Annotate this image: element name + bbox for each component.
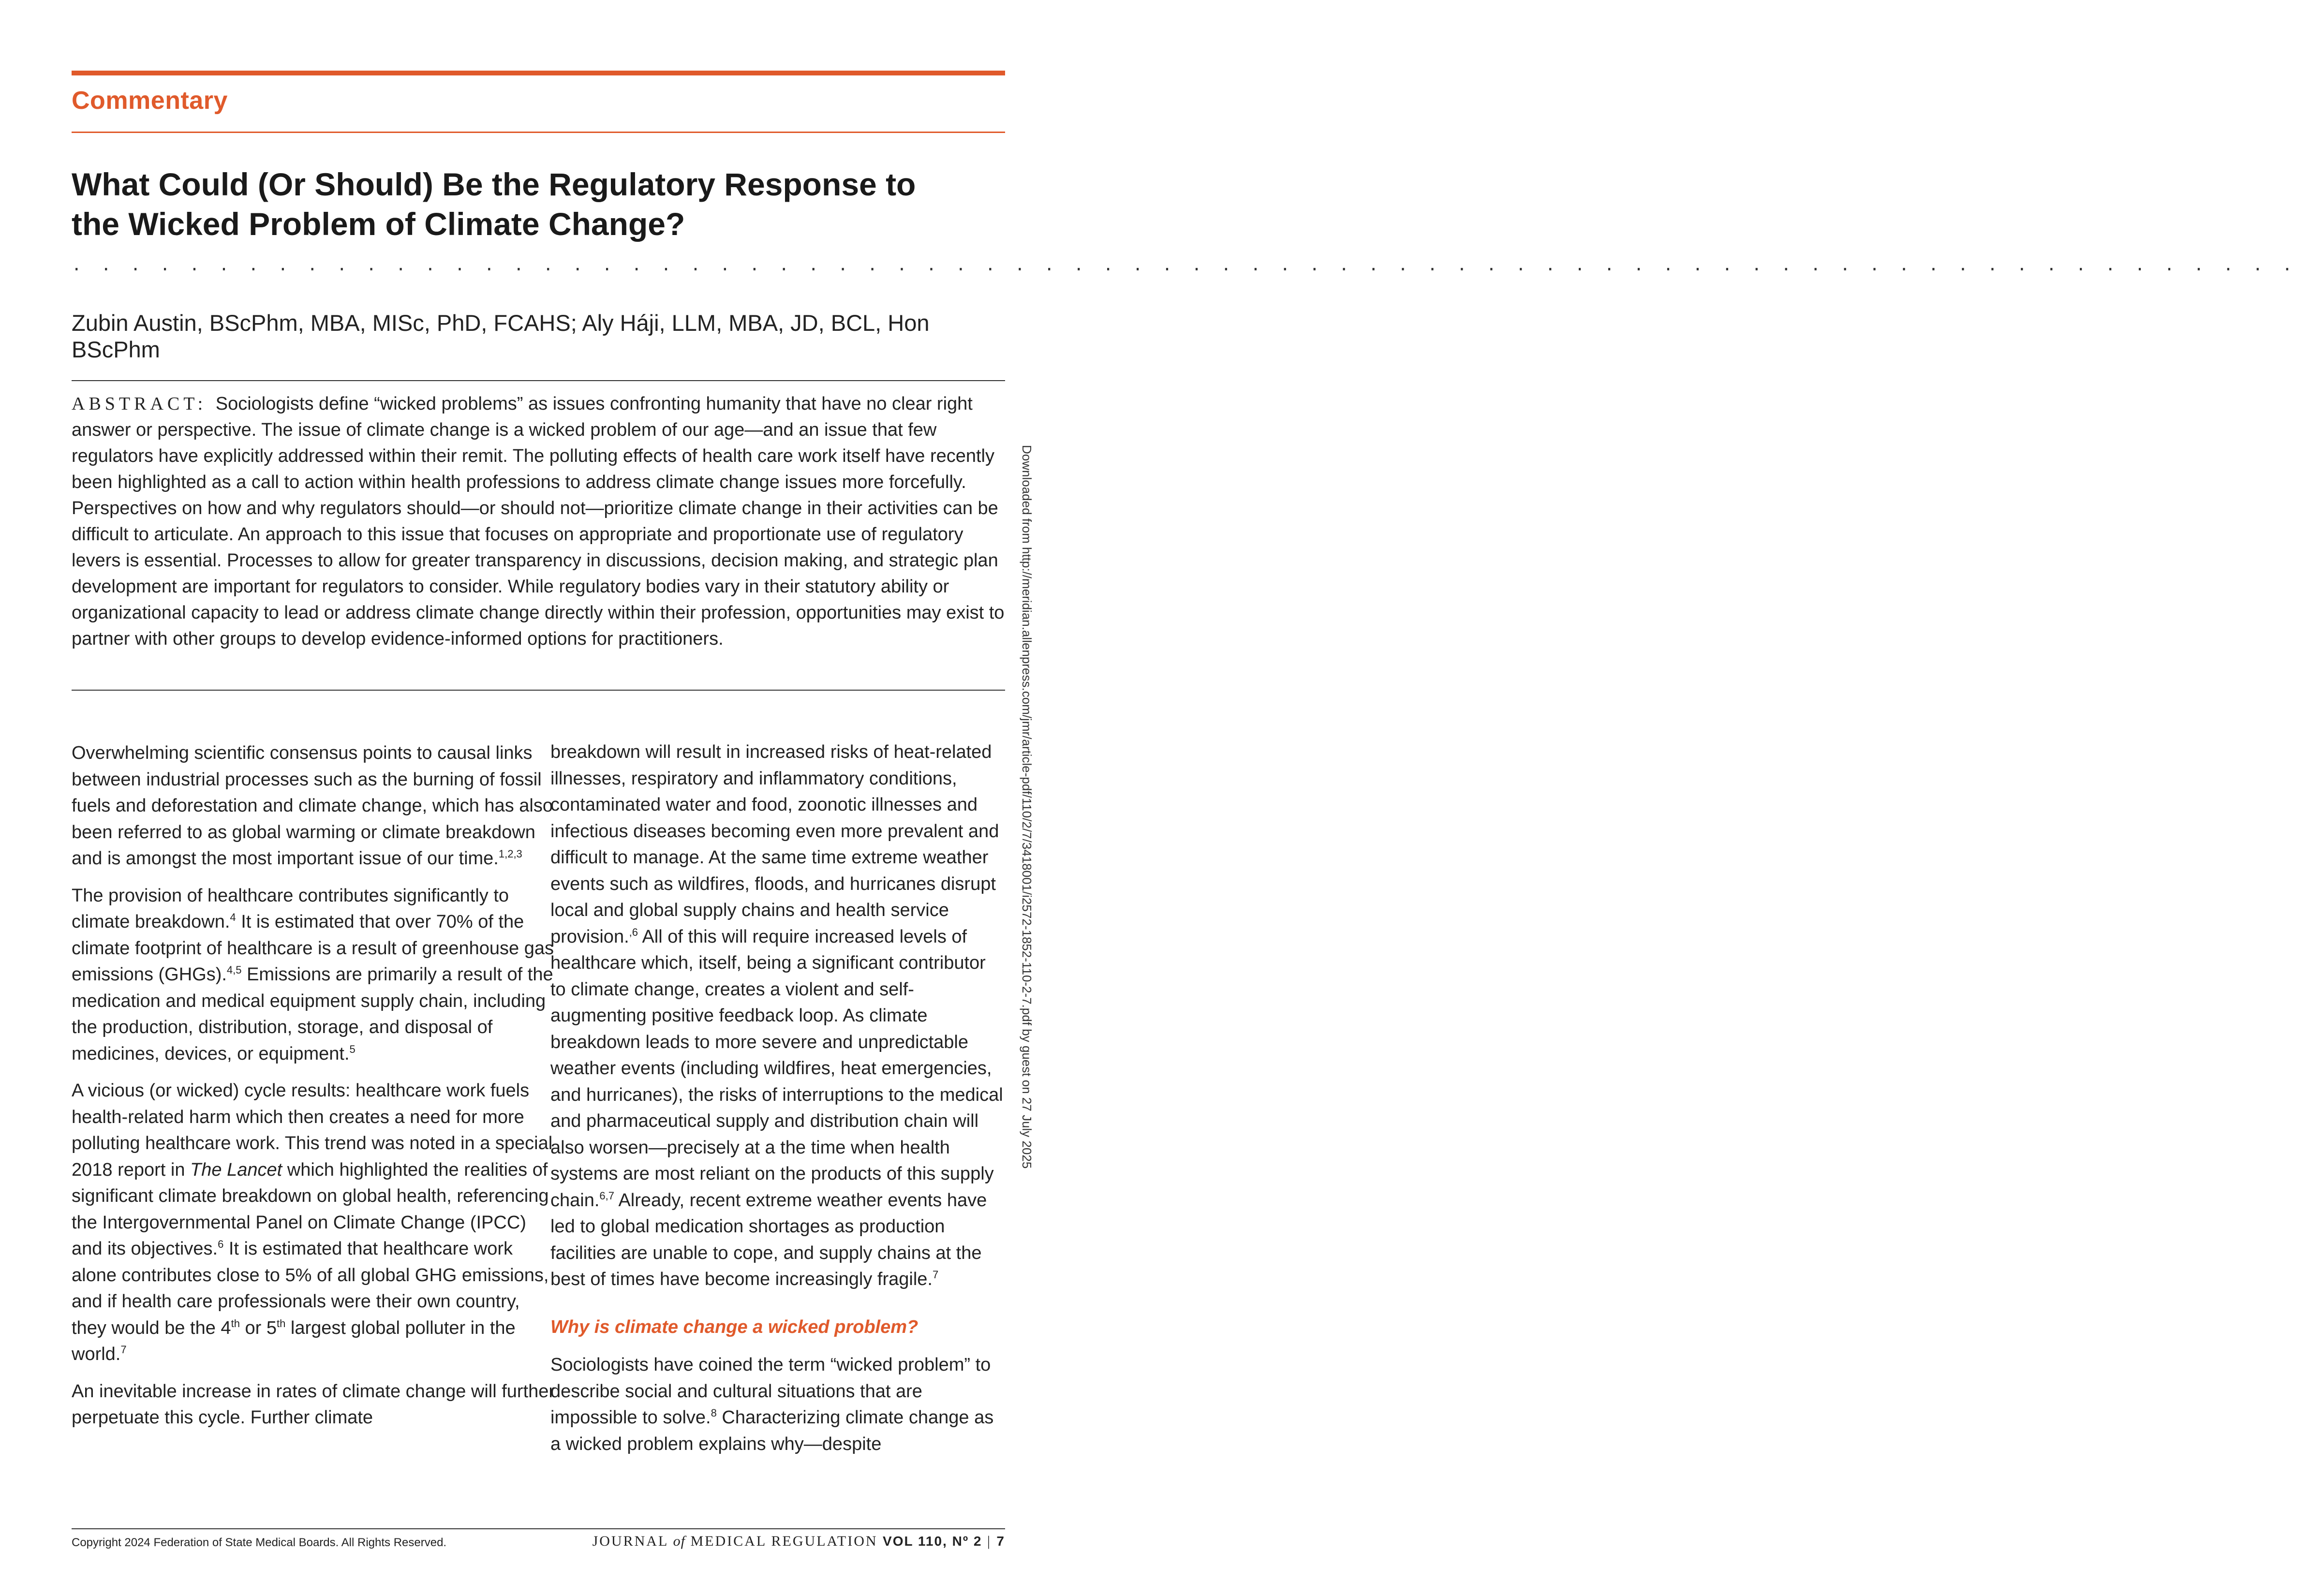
paragraph-5 xyxy=(550,1352,1005,1457)
journal-citation: The Lancet xyxy=(190,1159,282,1180)
paragraph-text: The provision of healthcare contributes significantly to climate breakdown. xyxy=(72,885,509,932)
ordinal-suffix: th xyxy=(231,1317,240,1330)
paragraph-text: It is estimated that healthcare work alone contributes close to 5% of all global GHG emissions, and if health care professionals were their own country, they would be the 4 xyxy=(72,1239,549,1338)
page-number: 7 xyxy=(996,1534,1005,1549)
volume-number: VOL 110, Nº 2 xyxy=(883,1534,982,1549)
paragraph-text: All of this will require increased levels of healthcare which, itself, being a significant contributor to climate change, creates a violent and self-augmenting positive feedback loop. As climate breakdown leads to more severe and unpredictable weather events (including wildfires, heat emergencies, and hurricanes), the risks of interruptions to the medical and pharmaceutical supply and distribution chain will also worsen—precisely at a the time when health systems are most reliant on the products of this supply chain. xyxy=(550,926,1003,1211)
body-column-right xyxy=(550,739,1005,1468)
section-label: Commentary xyxy=(72,87,228,115)
title-line-2: the Wicked Problem of Climate Change? xyxy=(72,206,685,242)
footer-separator: | xyxy=(987,1533,992,1549)
citation: 1,2,3 xyxy=(498,848,522,860)
article-title xyxy=(72,164,1005,244)
header-top-rule xyxy=(72,71,1005,75)
journal-footer xyxy=(593,1533,1005,1550)
download-note xyxy=(1020,445,1039,1169)
download-note-text: Downloaded from http://meridian.allenpress.com/jmr/article-pdf/110/2/7/3418001/i2572-1852-110-2-7.pdf by guest on 27 July 2025 xyxy=(1020,445,1034,1169)
ordinal-suffix: th xyxy=(276,1317,286,1330)
citation: 4,5 xyxy=(226,964,242,976)
abstract-label: ABSTRACT: xyxy=(72,394,207,414)
title-line-1: What Could (Or Should) Be the Regulatory Response to xyxy=(72,166,916,202)
citation: 6 xyxy=(218,1238,224,1250)
citation: ,6 xyxy=(629,926,638,938)
body-column-left xyxy=(72,740,555,1442)
journal-name-of: of xyxy=(673,1533,685,1549)
author-list: Zubin Austin, BScPhm, MBA, MISc, PhD, FCAHS; Aly Háji, LLM, MBA, JD, BCL, Hon BScPhm xyxy=(72,310,930,362)
paragraph-text: Emissions are primarily a result of the medication and medical equipment supply chain, including the production, distribution, storage, and disposal of medicines, devices, or equipment. xyxy=(72,964,553,1064)
paragraph-text: largest global polluter in the world. xyxy=(72,1317,516,1364)
citation: 4 xyxy=(230,911,236,923)
abstract-rule-top xyxy=(72,380,1005,381)
citation: 5 xyxy=(349,1043,356,1055)
citation: 8 xyxy=(711,1407,717,1419)
abstract xyxy=(72,391,1005,652)
paragraph-text: A vicious (or wicked) cycle results: healthcare work fuels health-related harm which then creates a need for more polluting healthcare work. This trend was noted in a special 2018 report in xyxy=(72,1080,553,1180)
paragraph-text: It is estimated that over 70% of the climate footprint of healthcare is a result of greenhouse gas emissions (GHGs). xyxy=(72,912,554,985)
abstract-rule-bottom xyxy=(72,690,1005,691)
sub-heading: Why is climate change a wicked problem? xyxy=(550,1316,919,1337)
journal-name-rest: MEDICAL REGULATION xyxy=(685,1533,878,1549)
citation: 7 xyxy=(932,1269,939,1281)
citation: 7 xyxy=(120,1344,127,1356)
paragraph-text: An inevitable increase in rates of climate change will further perpetuate this cycle. Further climate xyxy=(72,1381,555,1428)
paragraph-text: Already, recent extreme weather events have led to global medication shortages as production facilities are unable to cope, and supply chains at the best of times have become increasingly fragile. xyxy=(550,1190,987,1289)
paragraph-text: breakdown will result in increased risks of heat-related illnesses, respiratory and inflammatory conditions, contaminated water and food, zoonotic illnesses and infectious diseases becoming even more prevalent and difficult to manage. At the same time extreme weather events such as wildfires, floods, and hurricanes disrupt local and global supply chains and health service provision. xyxy=(550,742,999,947)
paragraph-text: Characterizing climate change as a wicked problem explains why—despite xyxy=(550,1407,994,1454)
journal-name: JOURNAL xyxy=(592,1533,673,1549)
paragraph-3 xyxy=(72,1078,555,1368)
section-rule xyxy=(72,132,1005,133)
paragraph-4-start xyxy=(72,1378,555,1431)
paragraph-text: Overwhelming scientific consensus points to causal links between industrial processes such as the burning of fossil fuels and deforestation and climate change, which has also been referred to as global warming or climate breakdown and is amongst the most important issue of our time. xyxy=(72,743,553,869)
paragraph-text: or 5 xyxy=(239,1317,277,1338)
citation: 6,7 xyxy=(599,1189,614,1202)
paragraph-4-continued xyxy=(550,739,1005,1293)
paragraph-text: Sociologists have coined the term “wicked problem” to describe social and cultural situations that are impossible to solve. xyxy=(550,1355,991,1428)
paragraph-2 xyxy=(72,883,555,1067)
copyright-notice: Copyright 2024 Federation of State Medical Boards. All Rights Reserved. xyxy=(72,1536,447,1549)
paragraph-1 xyxy=(72,740,555,872)
footer-rule xyxy=(72,1528,1005,1529)
abstract-text: Sociologists define “wicked problems” as issues confronting humanity that have no clear right answer or perspective. The issue of climate change is a wicked problem of our age—and an issue that few regulators have explicitly addressed within their remit. The polluting effects of health care work itself have recently been highlighted as a call to action within health professions to address climate change issues more forcefully. Perspectives on how and why regulators should—or should not—prioritize climate change in their activities can be difficult to articulate. An approach to this issue that focuses on appropriate and proportionate use of regulatory levers is essential. Processes to allow for greater transparency in discussions, decision making, and strategic plan development are important for regulators to consider. While regulatory bodies vary in their statutory ability or organizational capacity to lead or address climate change directly within their profession, opportunities may exist to partner with other groups to develop evidence-informed options for practitioners. xyxy=(72,394,1005,649)
paragraph-text: which highlighted the realities of significant climate breakdown on global health, referencing the Intergovernmental Panel on Climate Change (IPCC) and its objectives. xyxy=(72,1159,549,1259)
dotted-divider: . . . . . . . . . . . . . . . . . . . . . . . . . . . . . . . . . . . . . . . . . . . . . . . . . . . . . . . . . . . . . . . . . . . . . . . . . . . . xyxy=(72,255,2297,275)
